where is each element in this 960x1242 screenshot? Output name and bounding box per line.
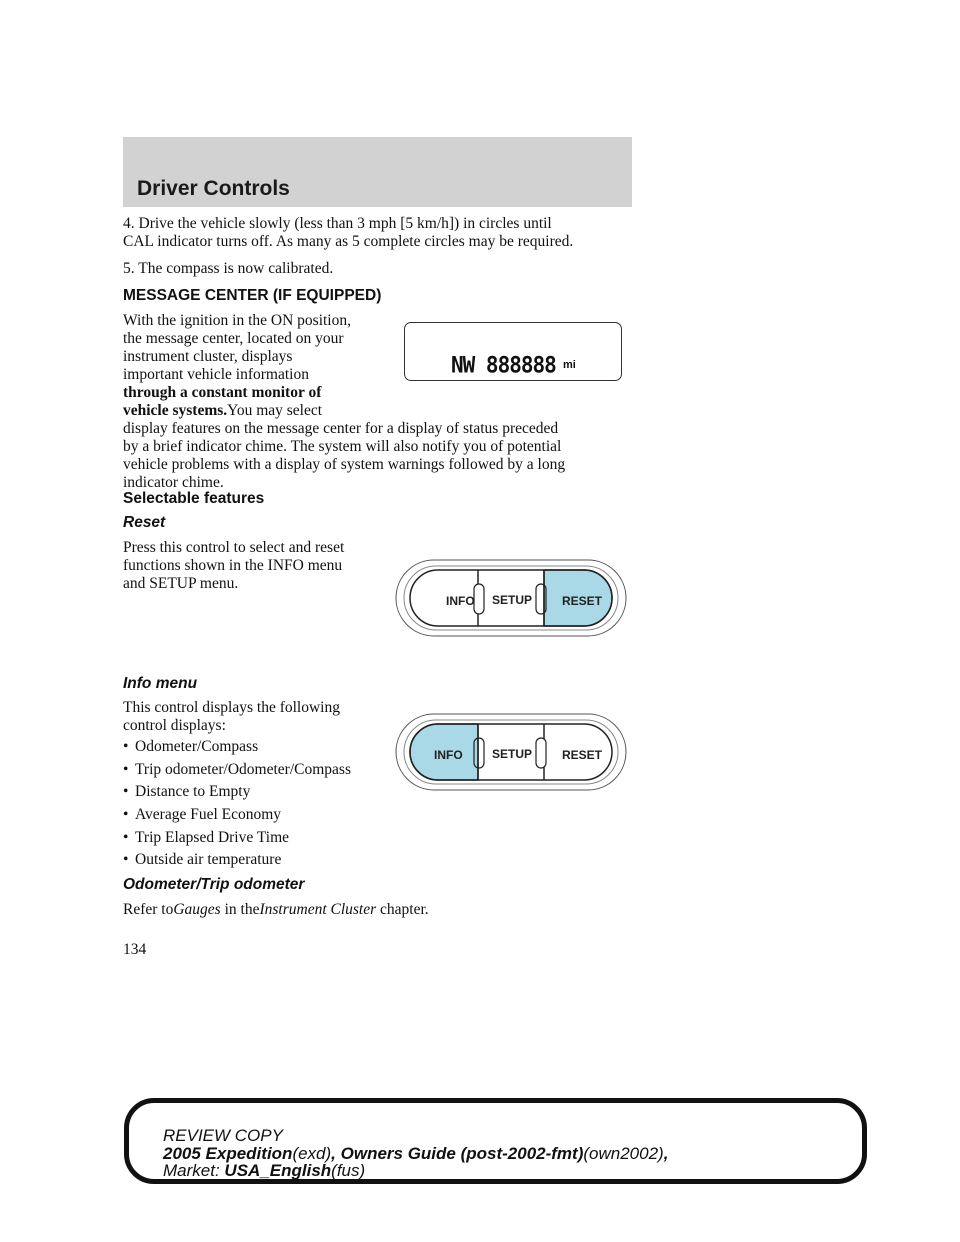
control-panel-svg xyxy=(394,712,628,792)
list-item: • Distance to Empty xyxy=(123,783,251,801)
list-item-text: Trip odometer/Odometer/Compass xyxy=(135,760,351,778)
info-button-label: INFO xyxy=(434,748,463,762)
list-item: • Trip odometer/Odometer/Compass xyxy=(123,760,351,778)
footer-comma: , xyxy=(663,1144,669,1163)
list-item-text: Distance to Empty xyxy=(135,783,251,801)
refer-suffix: chapter. xyxy=(380,901,429,918)
step-4-line-2: CAL indicator turns off. As many as 5 complete circles may be required. xyxy=(123,233,574,250)
list-item-text: Outside air temperature xyxy=(135,851,282,869)
info-line: This control displays the following xyxy=(123,699,340,716)
mc-line: by a brief indicator chime. The system will also notify you of potential xyxy=(123,438,562,455)
mc-line-bold: through a constant monitor of xyxy=(123,384,322,401)
list-item-text: Trip Elapsed Drive Time xyxy=(135,828,290,846)
page-number: 134 xyxy=(123,941,147,958)
footer-model-code: (exd) xyxy=(292,1144,332,1163)
step-5: 5. The compass is now calibrated. xyxy=(123,260,334,277)
reset-paragraph xyxy=(123,539,344,593)
info-line: control displays: xyxy=(123,717,226,734)
list-item: • Average Fuel Economy xyxy=(123,806,282,824)
reset-heading: Reset xyxy=(123,514,166,531)
list-item: • Odometer/Compass xyxy=(123,738,259,755)
mc-line: important vehicle information xyxy=(123,366,309,383)
footer-guide-code: (own2002) xyxy=(583,1144,664,1163)
footer-market-line xyxy=(163,1162,365,1179)
odometer-heading: Odometer/Trip odometer xyxy=(123,876,305,893)
lcd-readout: NW 888888 xyxy=(451,352,556,378)
refer-gauges: Gauges xyxy=(173,901,221,918)
mc-bold-phrase: vehicle systems. xyxy=(123,402,228,419)
chapter-title: Driver Controls xyxy=(137,177,290,200)
footer-review-label: REVIEW COPY xyxy=(163,1126,283,1145)
control-panel-info-highlighted xyxy=(394,712,628,792)
list-item-text: Odometer/Compass xyxy=(135,738,259,755)
refer-cluster: Instrument Cluster xyxy=(259,901,377,918)
mc-after-bold: You may select xyxy=(227,402,323,419)
mc-line-mixed xyxy=(123,402,623,420)
message-center-heading: MESSAGE CENTER (IF EQUIPPED) xyxy=(123,287,382,304)
footer-market-label: Market: xyxy=(163,1161,220,1180)
reset-button-label: RESET xyxy=(562,594,603,608)
mc-line: the message center, located on your xyxy=(123,330,344,347)
list-item-text: Average Fuel Economy xyxy=(135,806,282,824)
footer-model: 2005 Expedition xyxy=(163,1144,293,1163)
control-panel-reset-highlighted xyxy=(394,558,628,638)
reset-line: functions shown in the INFO menu xyxy=(123,557,343,574)
refer-sentence xyxy=(123,901,429,919)
mc-line: With the ignition in the ON position, xyxy=(123,312,351,329)
info-button-label: INFO xyxy=(446,594,475,608)
reset-line: and SETUP menu. xyxy=(123,575,239,592)
step-4 xyxy=(123,215,573,251)
info-menu-heading: Info menu xyxy=(123,675,198,692)
refer-prefix: Refer to xyxy=(123,901,174,918)
footer-guide: , Owners Guide (post-2002-fmt) xyxy=(331,1144,584,1163)
info-menu-list xyxy=(123,738,351,874)
mc-line: display features on the message center for a display of status preceded xyxy=(123,420,559,437)
lcd-unit: mi xyxy=(563,359,576,371)
info-menu-paragraph xyxy=(123,699,340,735)
mc-line: instrument cluster, displays xyxy=(123,348,293,365)
step-4-line-1: 4. Drive the vehicle slowly (less than 3 mph [5 km/h]) in circles until xyxy=(123,215,552,232)
setup-button-label: SETUP xyxy=(492,593,533,607)
setup-button-label: SETUP xyxy=(492,747,533,761)
list-item: • Trip Elapsed Drive Time xyxy=(123,828,290,846)
refer-in-the: in the xyxy=(224,901,260,918)
mc-line: vehicle problems with a display of system warnings followed by a long xyxy=(123,456,566,473)
chapter-header-band xyxy=(123,137,632,207)
footer-market: USA_English xyxy=(224,1161,332,1180)
mc-line: indicator chime. xyxy=(123,474,224,491)
reset-line: Press this control to select and reset xyxy=(123,539,345,556)
list-item: • Outside air temperature xyxy=(123,851,282,869)
message-center-paragraph-cont xyxy=(123,420,565,492)
selectable-features-heading: Selectable features xyxy=(123,490,265,507)
control-panel-svg xyxy=(394,558,628,638)
footer-market-code: (fus) xyxy=(331,1161,366,1180)
footer-model-line xyxy=(163,1145,668,1162)
reset-button-label: RESET xyxy=(562,748,603,762)
message-center-display-illustration xyxy=(404,322,622,381)
